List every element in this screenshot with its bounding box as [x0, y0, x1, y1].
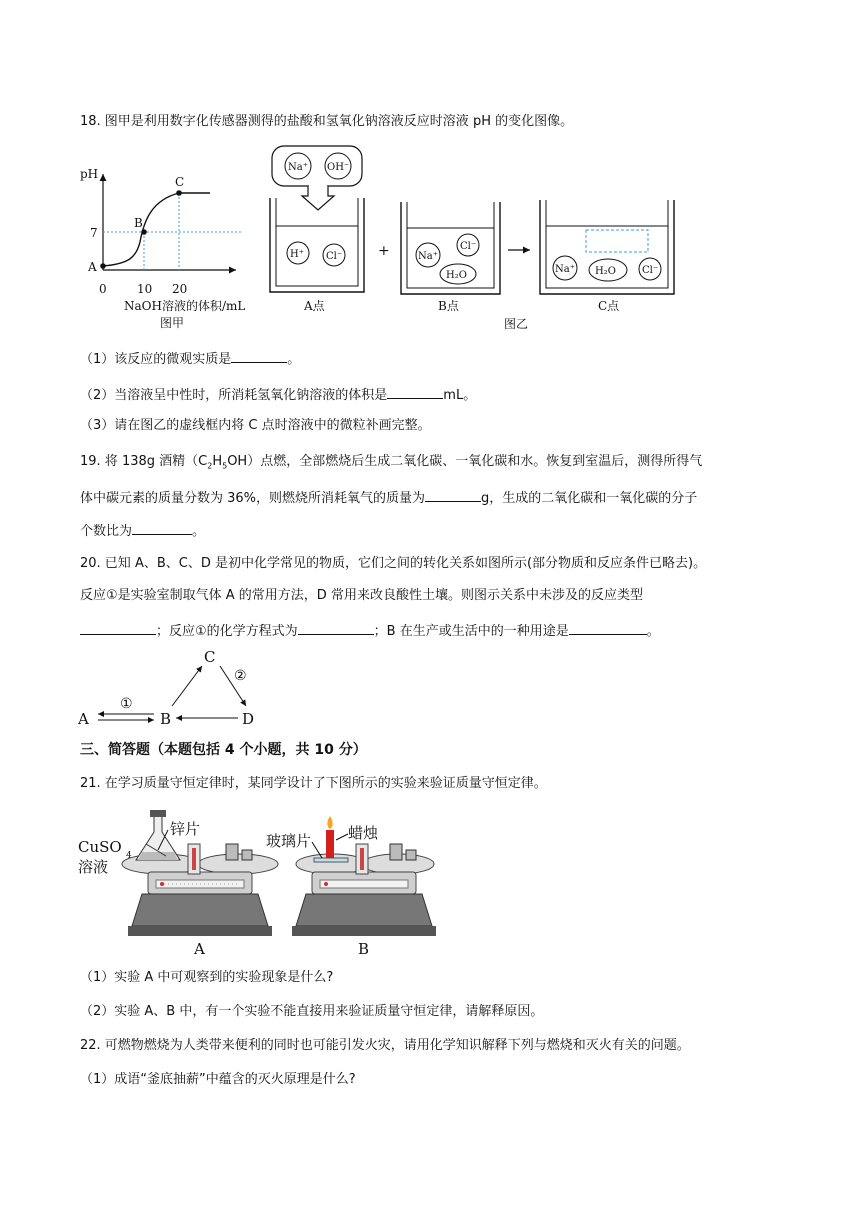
answer-dashed-box[interactable] [586, 230, 648, 252]
q18-sub1-end: 。 [287, 352, 301, 367]
reaction-2-label: ② [234, 668, 247, 684]
q19-line3-a: 个数比为 [80, 524, 133, 539]
caption-b: B [358, 940, 370, 958]
x-tick-0: 0 [99, 282, 107, 296]
point-b [141, 229, 147, 235]
q19-line2-b: g，生成的二氧化碳和一氧化碳的分子 [481, 491, 698, 506]
q21-sub1: （1）实验 A 中可观察到的实验现象是什么? [80, 970, 334, 985]
point-a [100, 263, 106, 269]
arrow-b-to-c [172, 666, 202, 706]
q19-line1-b: H [212, 454, 223, 469]
beaker-a-cl-ion-text: Cl⁻ [326, 251, 343, 262]
q22-sub1: （1）成语“釜底抽薪”中蕴含的灭火原理是什么? [80, 1072, 356, 1087]
q20-line3-a: ；反应①的化学方程式为 [156, 624, 298, 639]
q19-line3-b: 。 [192, 524, 206, 539]
ph-curve [103, 193, 210, 266]
q21-sub2: （2）实验 A、B 中，有一个实验不能直接用来验证质量守恒定律，请解释原因。 [80, 1004, 544, 1019]
label-solution: 溶液 [78, 858, 109, 876]
x-tick-10: 10 [137, 282, 153, 296]
q18-sub1-text: （1）该反应的微观实质是 [80, 352, 232, 367]
q18-sub2-text: （2）当溶液呈中性时，所消耗氢氧化钠溶液的体积是 [80, 388, 388, 403]
q19-line2-a: 体中碳元素的质量分数为 36%，则燃烧所消耗氧气的质量为 [80, 491, 426, 506]
q20-blank-equation[interactable] [298, 620, 374, 635]
beaker-c-cl-ion-text: Cl⁻ [642, 265, 659, 276]
q18-sub2-blank[interactable] [387, 384, 443, 399]
q20-line3-b: ；B 在生产或生活中的一种用途是 [373, 624, 569, 639]
beaker-c-na-ion-text: Na⁺ [555, 264, 575, 275]
point-a-label: A [88, 260, 97, 274]
point-c [176, 190, 182, 196]
abcd-relation-diagram [76, 644, 276, 734]
label-zinc: 锌片 [170, 820, 201, 838]
beaker-a [270, 198, 364, 292]
q20-line2: 反应①是实验室制取气体 A 的常用方法，D 常用来改良酸性土壤。则图示关系中未涉及的反应类型 [80, 588, 643, 603]
q21-stem: 21. 在学习质量守恒定律时，某同学设计了下图所示的实验来验证质量守恒定律。 [80, 776, 547, 791]
fig-a-caption: 图甲 [160, 316, 185, 330]
label-cuso4-sub: 4 [126, 851, 132, 861]
q19-blank-ratio[interactable] [132, 520, 192, 535]
q20-line1: 20. 已知 A、B、C、D 是初中化学常见的物质，它们之间的转化关系如图所示(部分物质和反应条件已略去)。 [80, 556, 707, 571]
point-b-label: B [134, 216, 143, 230]
ph-curve-figure [78, 160, 278, 340]
candle [326, 830, 334, 860]
q19-sub-5: 5 [222, 461, 228, 471]
section-3-heading: 三、简答题（本题包括 4 个小题，共 10 分） [80, 742, 367, 758]
q20-blank-reaction-type[interactable] [80, 620, 156, 635]
beaker-c-label: C点 [598, 299, 620, 313]
node-b: B [160, 710, 172, 728]
q19-line1-a: 19. 将 138g 酒精（C [80, 454, 208, 469]
y-tick-7: 7 [90, 226, 98, 240]
q20-blank-use[interactable] [569, 620, 647, 635]
caption-a: A [194, 940, 205, 958]
q18-sub2 [80, 384, 476, 406]
q19-line1 [80, 452, 702, 477]
reaction-1-label: ① [120, 696, 133, 712]
fig-b-caption: 图乙 [504, 317, 529, 331]
beaker-a-h-ion-text: H⁺ [290, 249, 304, 260]
label-glass: 玻璃片 [266, 832, 312, 850]
beaker-c [540, 200, 674, 294]
q18-sub2-end: mL。 [443, 388, 477, 403]
x-axis-label: NaOH溶液的体积/mL [124, 299, 246, 313]
candle-flame-icon [327, 816, 332, 829]
q18-sub1 [80, 348, 300, 370]
plus-sign: + [378, 243, 390, 259]
bubble-na-ion-text: Na⁺ [288, 162, 308, 173]
q22-stem: 22. 可燃物燃烧为人类带来便利的同时也可能引发火灾，请用化学知识解释下列与燃烧和灭火有关的问题。 [80, 1038, 690, 1053]
beaker-b-label: B点 [438, 299, 459, 313]
q19-line1-c: OH）点燃，全部燃烧后生成二氧化碳、一氧化碳和水。恢复到室温后，测得所得气 [227, 454, 703, 469]
q19-sub-2: 2 [207, 461, 213, 471]
beaker-c-water-text: H₂O [595, 266, 616, 277]
point-c-label: C [175, 175, 185, 189]
beaker-a-label: A点 [304, 299, 325, 313]
x-tick-20: 20 [172, 282, 188, 296]
q19-line3 [80, 520, 205, 542]
node-d: D [242, 710, 255, 728]
mass-conservation-figure [76, 808, 436, 958]
beaker-b-water-text: H₂O [446, 270, 467, 281]
bubble-oh-ion-text: OH⁻ [327, 162, 350, 173]
y-axis-label: pH [80, 167, 99, 181]
q20-line3-c: 。 [646, 624, 660, 639]
label-candle: 蜡烛 [348, 824, 379, 842]
q20-line3 [80, 620, 660, 642]
q19-line2 [80, 487, 697, 509]
q18-sub1-blank[interactable] [231, 348, 287, 363]
bubble-arrow [302, 186, 334, 210]
beaker-b-na-ion-text: Na⁺ [418, 251, 438, 262]
node-c: C [204, 648, 216, 666]
label-cuso4: CuSO [78, 838, 122, 856]
q18-stem: 18. 图甲是利用数字化传感器测得的盐酸和氢氧化钠溶液反应时溶液 pH 的变化图像。 [80, 114, 574, 129]
node-a: A [78, 710, 89, 728]
q19-blank-oxygen[interactable] [425, 487, 481, 502]
beaker-b-cl-ion-text: Cl⁻ [460, 241, 477, 252]
q18-sub3: （3）请在图乙的虚线框内将 C 点时溶液中的微粒补画完整。 [80, 418, 431, 433]
beakers-figure [268, 140, 688, 330]
